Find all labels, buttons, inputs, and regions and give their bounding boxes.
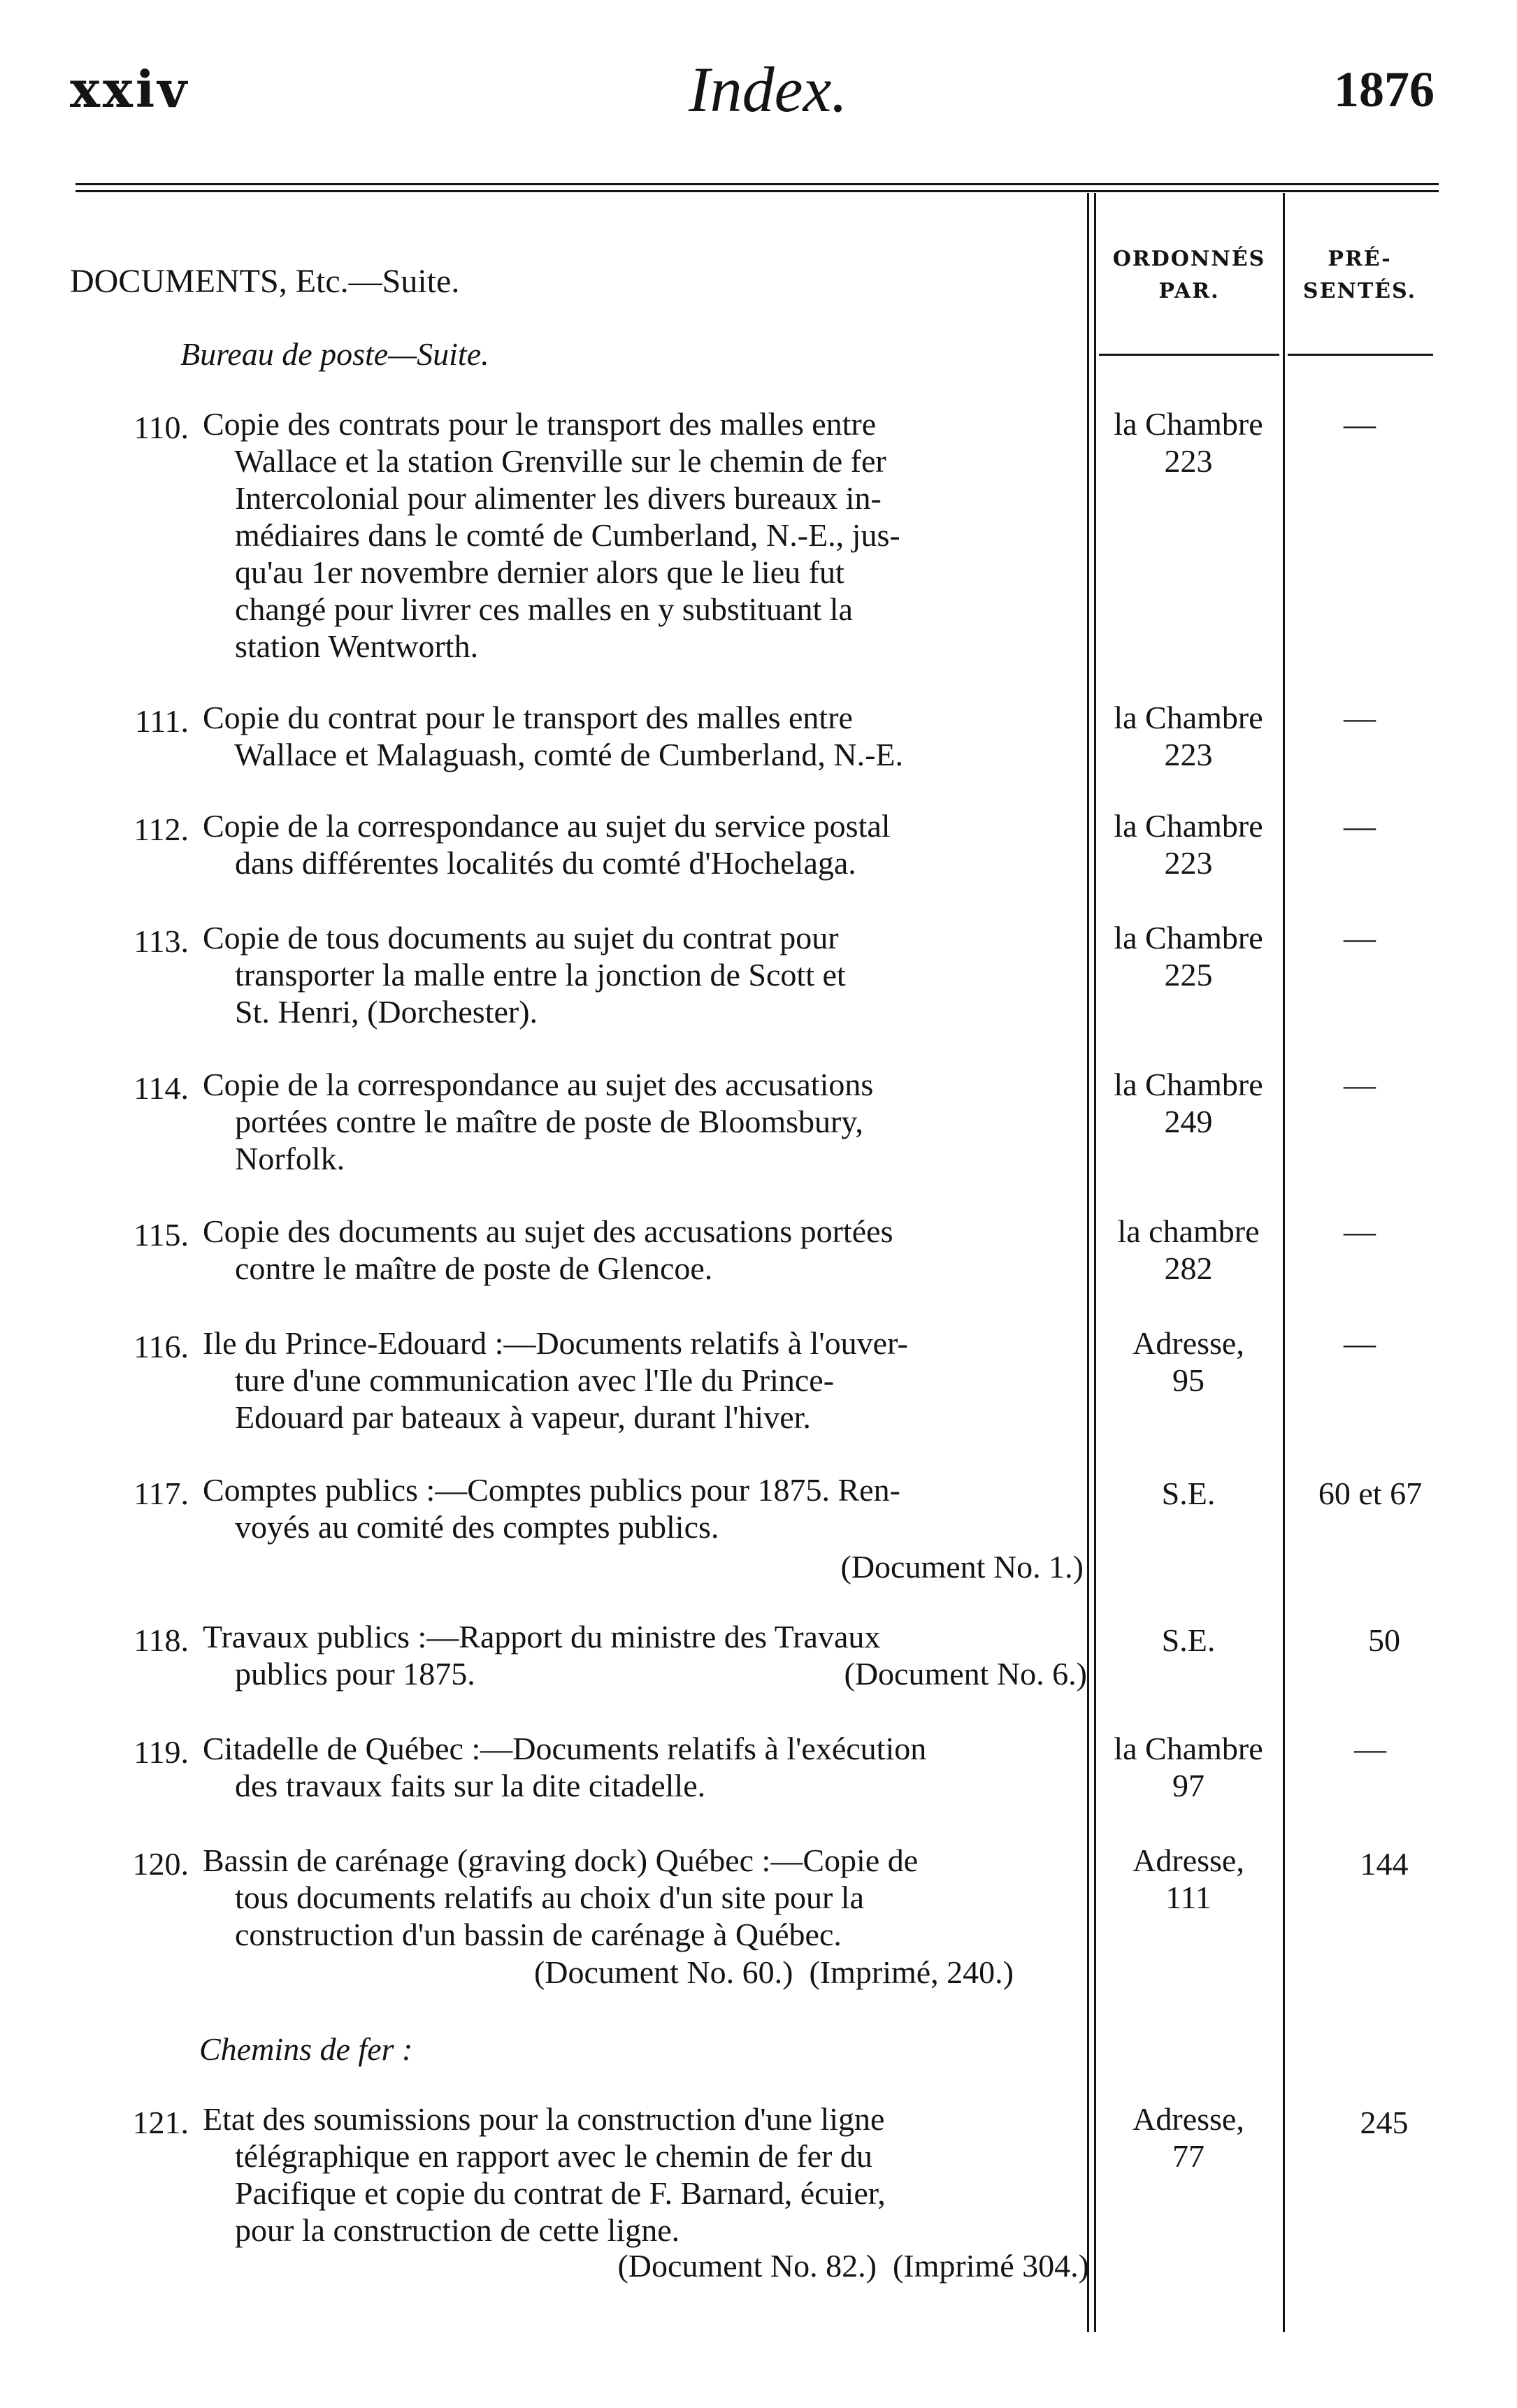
entry-ordered: la Chambre 249: [1114, 1067, 1263, 1139]
entry-presented: —: [1344, 1067, 1376, 1102]
entry-presented: —: [1344, 406, 1376, 442]
entry-number: 117.: [134, 1476, 189, 1511]
entry-presented: —: [1344, 920, 1376, 956]
entry-number: 113.: [134, 923, 189, 959]
entry-presented: 245: [1360, 2105, 1409, 2140]
entry-presented: —: [1344, 1325, 1376, 1361]
subsection-title: Chemins de fer :: [199, 2031, 413, 2067]
entry-ordered: Adresse, 111: [1133, 1843, 1244, 1915]
page-title: Index.: [689, 54, 848, 125]
header-rule-bottom: [76, 190, 1439, 192]
year: 1876: [1334, 62, 1435, 117]
entry-presented: 144: [1360, 1846, 1409, 1882]
column-divider-1: [1087, 193, 1089, 2332]
entry-ordered: Adresse, 95: [1133, 1325, 1244, 1398]
column-header-rule-ordered: [1099, 354, 1279, 356]
entry-presented: 50: [1368, 1622, 1400, 1658]
entry-presented: 60 et 67: [1318, 1476, 1423, 1511]
entry-number: 111.: [134, 703, 189, 739]
entry-number: 120.: [132, 1846, 189, 1882]
column-header-rule-presented: [1288, 354, 1433, 356]
entry-ordered: la Chambre 223: [1114, 700, 1263, 772]
column-header-ordered: ORDONNÉS PAR.: [1112, 247, 1266, 303]
entry-text: Comptes publics :—Comptes publics pour 1875. Ren- voyés au comité des comptes publics.: [203, 1472, 900, 1545]
entry-presented: —: [1344, 700, 1376, 735]
entry-number: 112.: [134, 812, 189, 847]
entry-document-ref: (Document No. 60.) (Imprimé, 240.): [533, 1954, 1014, 1990]
entry-document-ref: (Document No. 6.): [844, 1656, 1087, 1692]
entry-text: Copie de tous documents au sujet du contrat pour transporter la malle entre la jonction de Scott et St. Henri, (Dorchester).: [203, 920, 846, 1030]
entry-text: Travaux publics :—Rapport du ministre des Travaux publics pour 1875.: [203, 1619, 881, 1692]
entry-text: Citadelle de Québec :—Documents relatifs à l'exécution des travaux faits sur la dite citadelle.: [203, 1731, 927, 1803]
entry-text: Etat des soumissions pour la construction d'une ligne télégraphique en rapport avec le chemin de fer du Pacifique et copie du contrat de F. Barnard, écuier, pour la construction de cette ligne.: [203, 2101, 886, 2248]
entry-text: Ile du Prince-Edouard :—Documents relatifs à l'ouver- ture d'une communication avec l'Ile du Prince- Edouard par bateaux à vapeur, durant l'hiver.: [203, 1325, 908, 1435]
entry-document-ref: (Document No. 82.) (Imprimé 304.): [617, 2248, 1089, 2284]
entry-ordered: S.E.: [1161, 1476, 1216, 1511]
entry-ordered: Adresse, 77: [1133, 2101, 1244, 2174]
entry-text: Copie de la correspondance au sujet du service postal dans différentes localités du comté d'Hochelaga.: [203, 808, 891, 881]
entry-text: Copie des contrats pour le transport des malles entre Wallace et la station Grenville sur le chemin de fer Intercolonial pour alimenter les divers bureaux in- médiaires dans le comté de Cumberland, N.-E., jus- qu'au 1er novembre dernier alors que le lieu fut changé pour livrer ces malles en y substituant la station Wentworth.: [203, 406, 900, 664]
entry-ordered: la chambre 282: [1117, 1213, 1260, 1286]
entry-ordered: la Chambre 223: [1114, 406, 1263, 479]
page-number: xxiv: [70, 59, 190, 119]
entry-text: Copie de la correspondance au sujet des accusations portées contre le maître de poste de Bloomsbury, Norfolk.: [203, 1067, 874, 1176]
entry-text: Bassin de carénage (graving dock) Québec :—Copie de tous documents relatifs au choix d'un site pour la construction d'un bassin de carénage à Québec.: [203, 1843, 919, 1952]
entry-text: Copie des documents au sujet des accusations portées contre le maître de poste de Glencoe.: [203, 1213, 893, 1286]
entry-ordered: la Chambre 97: [1114, 1731, 1263, 1803]
entry-number: 114.: [134, 1070, 189, 1106]
entry-number: 118.: [134, 1622, 189, 1658]
section-title: DOCUMENTS, Etc.—Suite.: [70, 263, 460, 300]
entry-number: 119.: [134, 1734, 189, 1770]
entry-presented: —: [1354, 1731, 1386, 1766]
entry-number: 116.: [134, 1329, 189, 1364]
entry-number: 115.: [134, 1217, 189, 1253]
entry-presented: —: [1344, 1213, 1376, 1249]
header-rule-top: [76, 183, 1439, 185]
entry-text: Copie du contrat pour le transport des malles entre Wallace et Malaguash, comté de Cumberland, N.-E.: [203, 700, 904, 772]
entry-ordered: la Chambre 225: [1114, 920, 1263, 993]
entry-ordered: S.E.: [1161, 1622, 1216, 1658]
entry-presented: —: [1344, 808, 1376, 844]
entry-number: 121.: [132, 2105, 189, 2140]
entry-ordered: la Chambre 223: [1114, 808, 1263, 881]
entry-number: 110.: [134, 410, 189, 445]
section-subtitle: Bureau de poste—Suite.: [180, 336, 489, 372]
column-header-presented: PRÉ- SENTÉS.: [1302, 247, 1417, 303]
entry-document-ref: (Document No. 1.): [840, 1549, 1084, 1585]
